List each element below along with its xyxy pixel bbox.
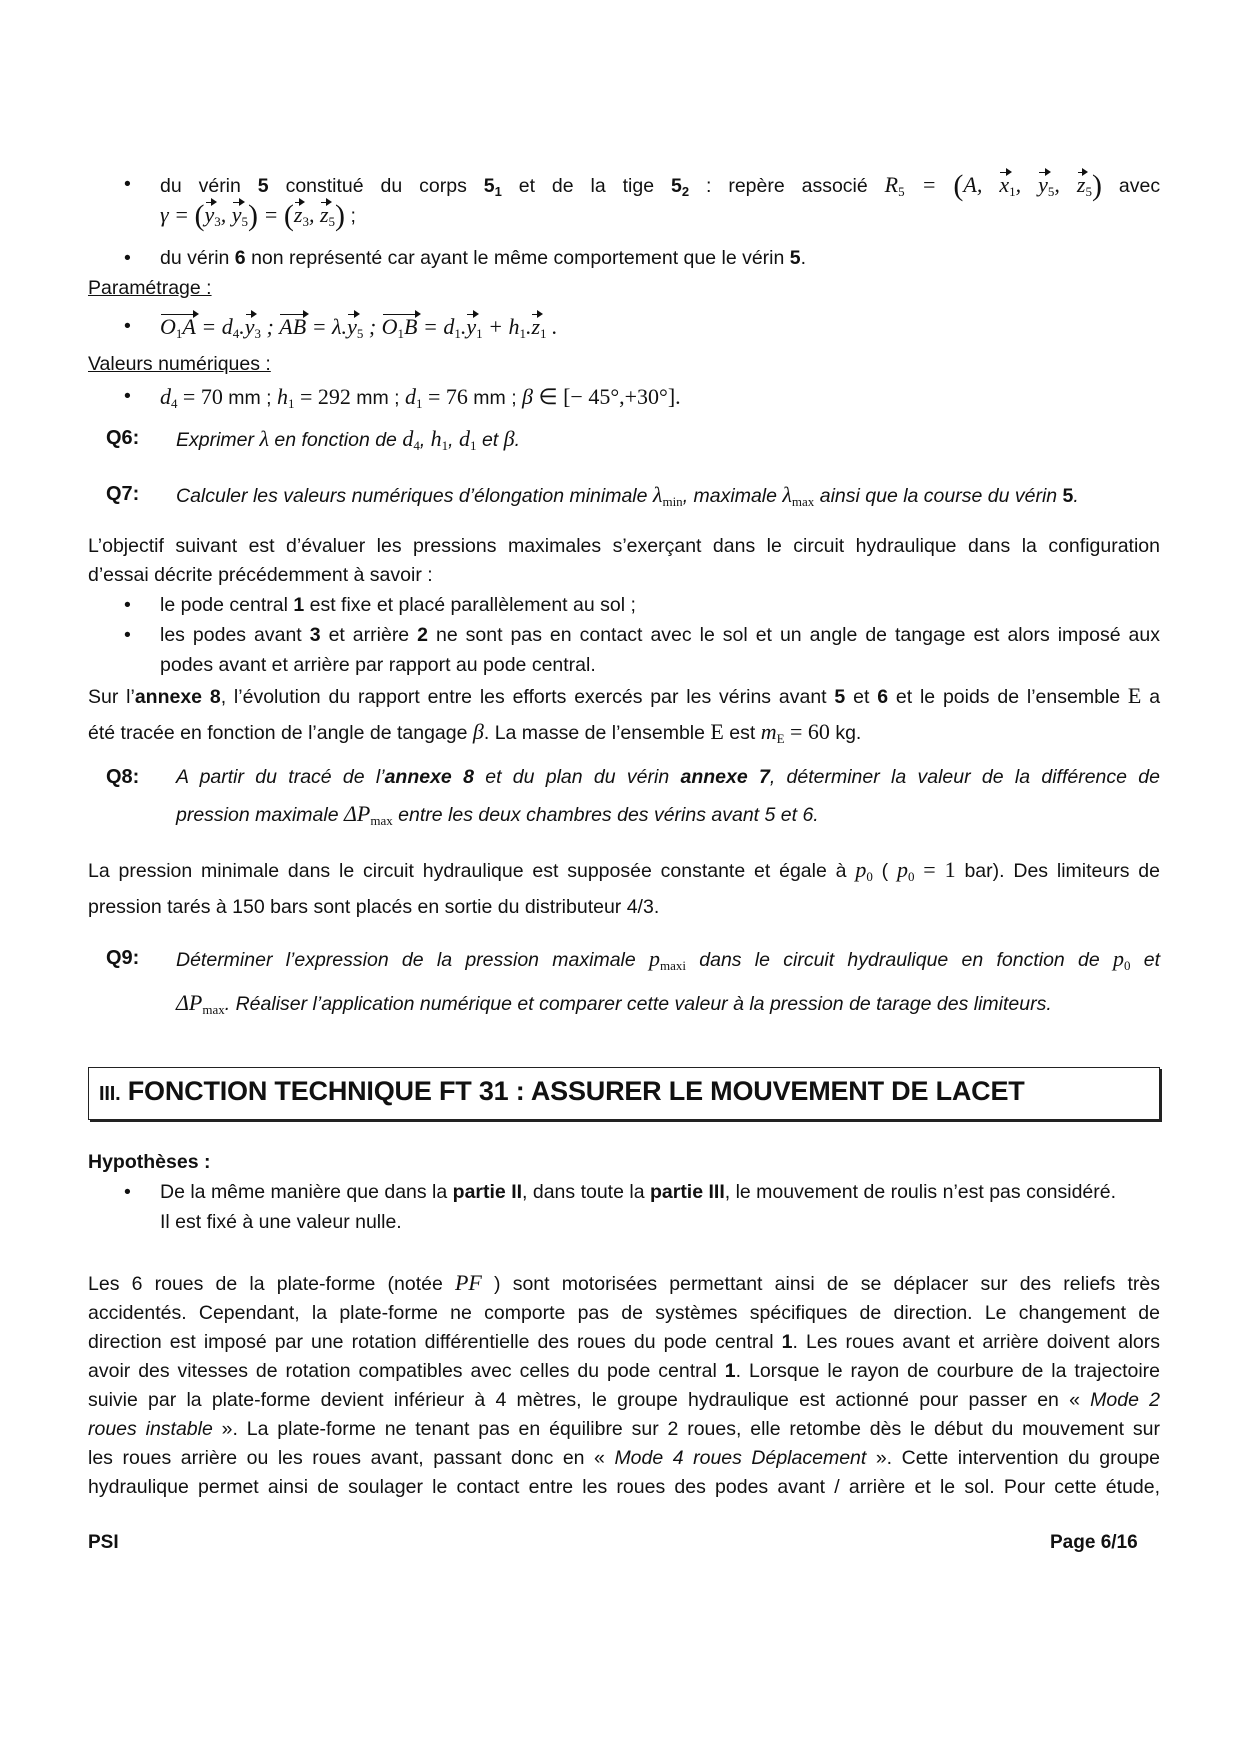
body-line7: les roues arrière ou les roues avant, passant donc en « Mode 4 roues Déplacement ». Cette intervention du groupe xyxy=(88,1447,1161,1469)
bullet-dot: • xyxy=(124,247,131,269)
footer-left: PSI xyxy=(88,1532,119,1553)
objectif-line2: d’essai décrite précédemment à savoir : xyxy=(88,564,433,586)
objectif-line1: L’objectif suivant est d’évaluer les pressions maximales s’exerçant dans le circuit hydraulique dans la configuration xyxy=(88,535,1160,557)
page-number: Page 6/16 xyxy=(1050,1532,1138,1553)
annexe8-line1: Sur l’annexe 8, l’évolution du rapport entre les efforts exercés par les vérins avant 5 et 6 et le poids de l’ensemble E a xyxy=(88,683,1161,708)
pression-line2: pression tarés à 150 bars sont placés en sortie du distributeur 4/3. xyxy=(88,896,660,918)
valeurs-heading: Valeurs numériques : xyxy=(88,353,271,375)
gamma-formula: $\gamma = (y_3$, $y_5) = (z_3$, $z_5$) xyxy=(160,199,346,232)
section-title: III. FONCTION TECHNIQUE FT 31 : ASSURER LE MOUVEMENT DE LACET xyxy=(99,1076,1025,1106)
body-line1: Les 6 roues de la plate-forme (notée PF ) sont motorisées permettant ainsi de se déplacer sur des reliefs très xyxy=(88,1270,1160,1295)
body-line3: direction est imposé par une rotation différentielle des roues du pode central 1. Les roues avant et arrière doivent alors xyxy=(88,1331,1160,1353)
vector-equations: $O_1A = d_4.y_3$ ; AB = $\lambda.y_5$ ; $O_1B = d_1.y_1 + h_1.z_1$ . xyxy=(160,312,1160,348)
repere-formula: $R_5 = (A$, $x_1$, $y_5$, $z_5$) xyxy=(884,169,1102,202)
parametrage-heading: Paramétrage : xyxy=(88,277,212,299)
body-line2: accidentés. Cependant, la plate-forme ne comporte pas de systèmes spécifiques de direction. Le changement de xyxy=(88,1302,1160,1324)
hypotheses-heading: Hypothèses : xyxy=(88,1151,211,1173)
annexe8-line2: été tracée en fonction de l’angle de tangage β. La masse de l’ensemble E est $m_E = 60$ kg. xyxy=(88,719,862,746)
pression-line1: La pression minimale dans le circuit hydraulique est supposée constante et égale à $p_0$ ( $p_0 = 1$ bar). Des limiteurs de xyxy=(88,857,1160,884)
body-line8: hydraulique permet ainsi de soulager le contact entre les roues des podes avant / arrière et le sol. Pour cette étude, xyxy=(88,1476,1160,1498)
section-header-box xyxy=(88,1067,1160,1120)
bullet-dot: • xyxy=(124,315,131,337)
bullet-dot: • xyxy=(124,385,131,407)
body-line5: suivie par la plate-forme devient inférieur à 4 mètres, le groupe hydraulique est actionné pour passer en « Mode 2 xyxy=(88,1389,1161,1411)
body-line6: roues instable ». La plate-forme ne tenant pas en équilibre sur 2 roues, elle retombe dès le début du mouvement sur xyxy=(88,1418,1160,1440)
bullet-dot: • xyxy=(124,173,131,195)
body-line4: avoir des vitesses de rotation compatibles avec celles du pode central 1. Lorsque le rayon de courbure de la trajectoire xyxy=(88,1360,1161,1382)
